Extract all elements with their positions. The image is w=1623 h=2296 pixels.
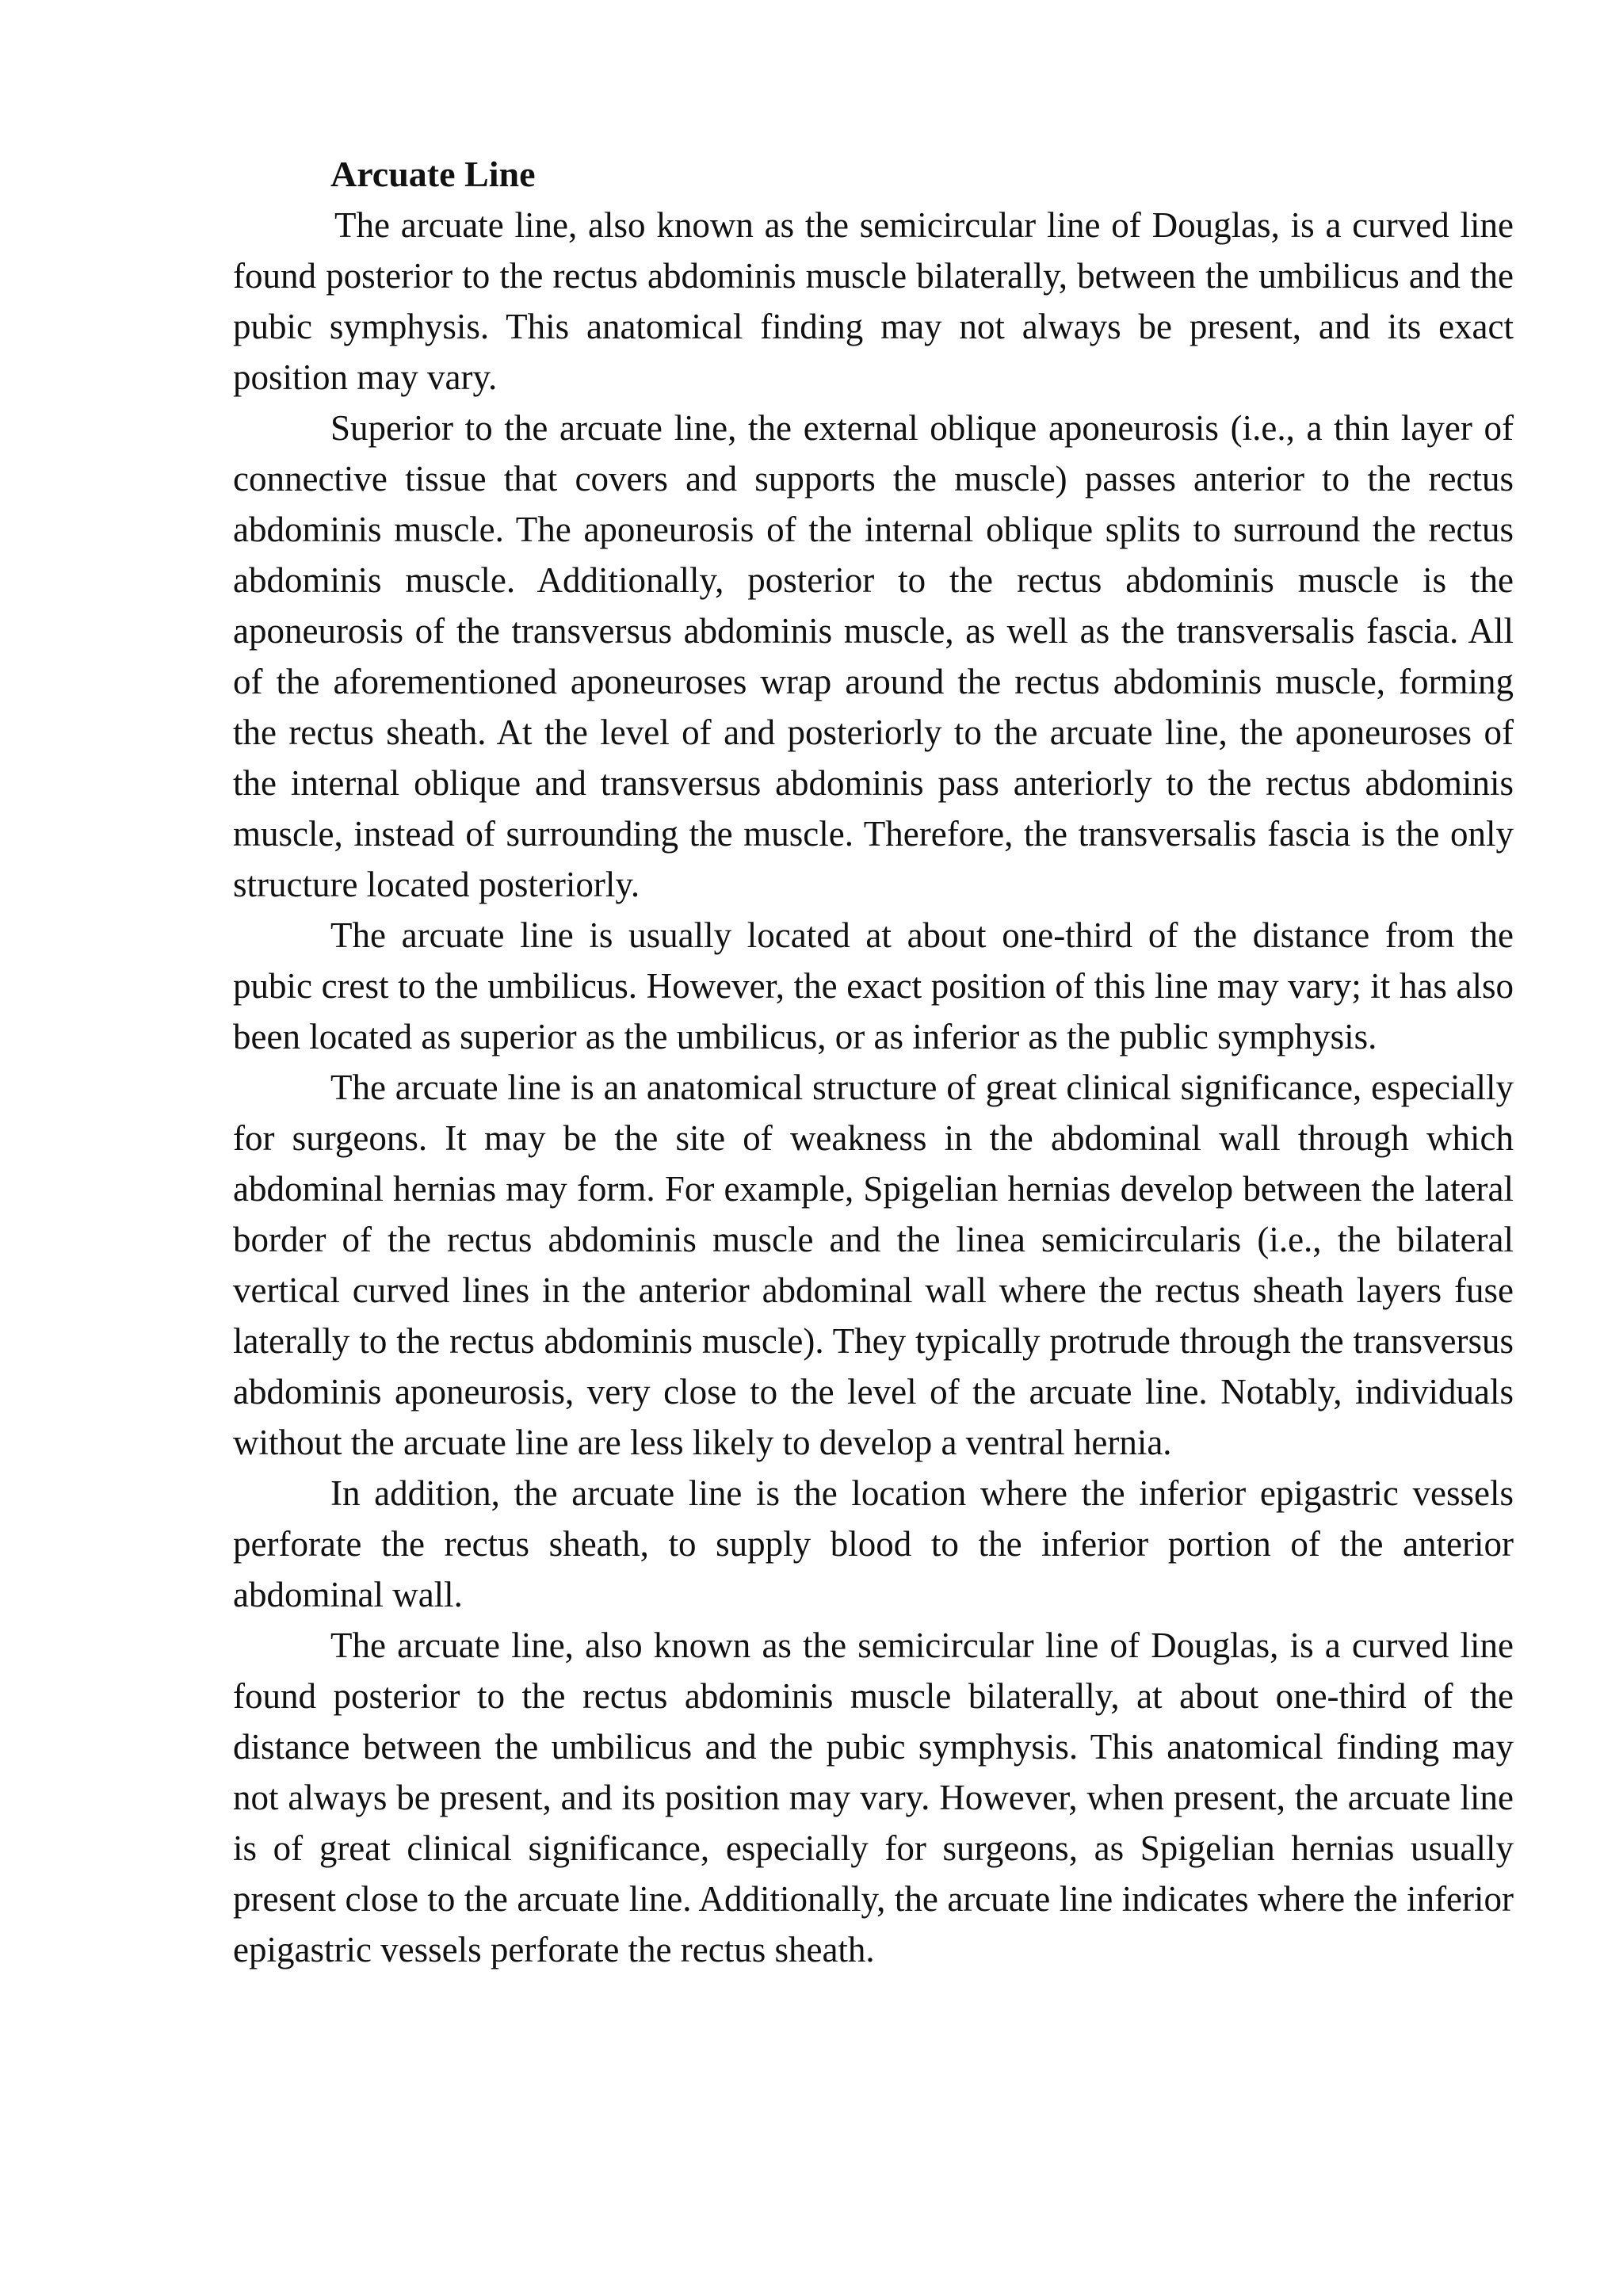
paragraph-clinical-significance: The arcuate line is an anatomical structure of great clinical significance, especially for surgeons. It may be the site of weakness in the abdominal wall through which abdominal hernias may form. For example, Spigelian hernias develop between the lateral border of the rectus abdominis muscle and the linea semicircularis (i.e., the bilateral vertical curved lines in the anterior abdominal wall where the rectus sheath layers fuse laterally to the rectus abdominis muscle). They typically protrude through the transversus abdominis aponeurosis, very close to the level of the arcuate line. Notably, individuals without the arcuate line are less likely to develop a ventral hernia. (233, 1068, 1514, 1462)
paragraph-summary: The arcuate line, also known as the semicircular line of Douglas, is a curved line found posterior to the rectus abdominis muscle bilaterally, at about one-third of the distance between the umbilicus and the pubic symphysis. This anatomical finding may not always be present, and its position may vary. However, when present, the arcuate line is of great clinical significance, especially for surgeons, as Spigelian hernias usually present close to the arcuate line. Additionally, the arcuate line indicates where the inferior epigastric vessels perforate the rectus sheath. (233, 1626, 1514, 1969)
paragraph-epigastric-vessels: In addition, the arcuate line is the location where the inferior epigastric vessels perforate the rectus sheath, to supply blood to the inferior portion of the anterior abdominal wall. (233, 1473, 1514, 1614)
document-heading: Arcuate Line (330, 154, 536, 194)
document-page (233, 149, 1514, 1975)
paragraph-intro: The arcuate line, also known as the semicircular line of Douglas, is a curved line found posterior to the rectus abdominis muscle bilaterally, between the umbilicus and the pubic symphysis. This anatomical finding may not always be present, and its exact position may vary. (233, 205, 1514, 397)
paragraph-anatomy: Superior to the arcuate line, the external oblique aponeurosis (i.e., a thin layer of connective tissue that covers and supports the muscle) passes anterior to the rectus abdominis muscle. The aponeurosis of the internal oblique splits to surround the rectus abdominis muscle. Additionally, posterior to the rectus abdominis muscle is the aponeurosis of the transversus abdominis muscle, as well as the transversalis fascia. All of the aforementioned aponeuroses wrap around the rectus abdominis muscle, forming the rectus sheath. At the level of and posteriorly to the arcuate line, the aponeuroses of the internal oblique and transversus abdominis pass anteriorly to the rectus abdominis muscle, instead of surrounding the muscle. Therefore, the transversalis fascia is the only structure located posteriorly. (233, 408, 1514, 904)
paragraph-location: The arcuate line is usually located at about one-third of the distance from the pubic crest to the umbilicus. However, the exact position of this line may vary; it has also been located as superior as the umbilicus, or as inferior as the public symphysis. (233, 915, 1514, 1056)
